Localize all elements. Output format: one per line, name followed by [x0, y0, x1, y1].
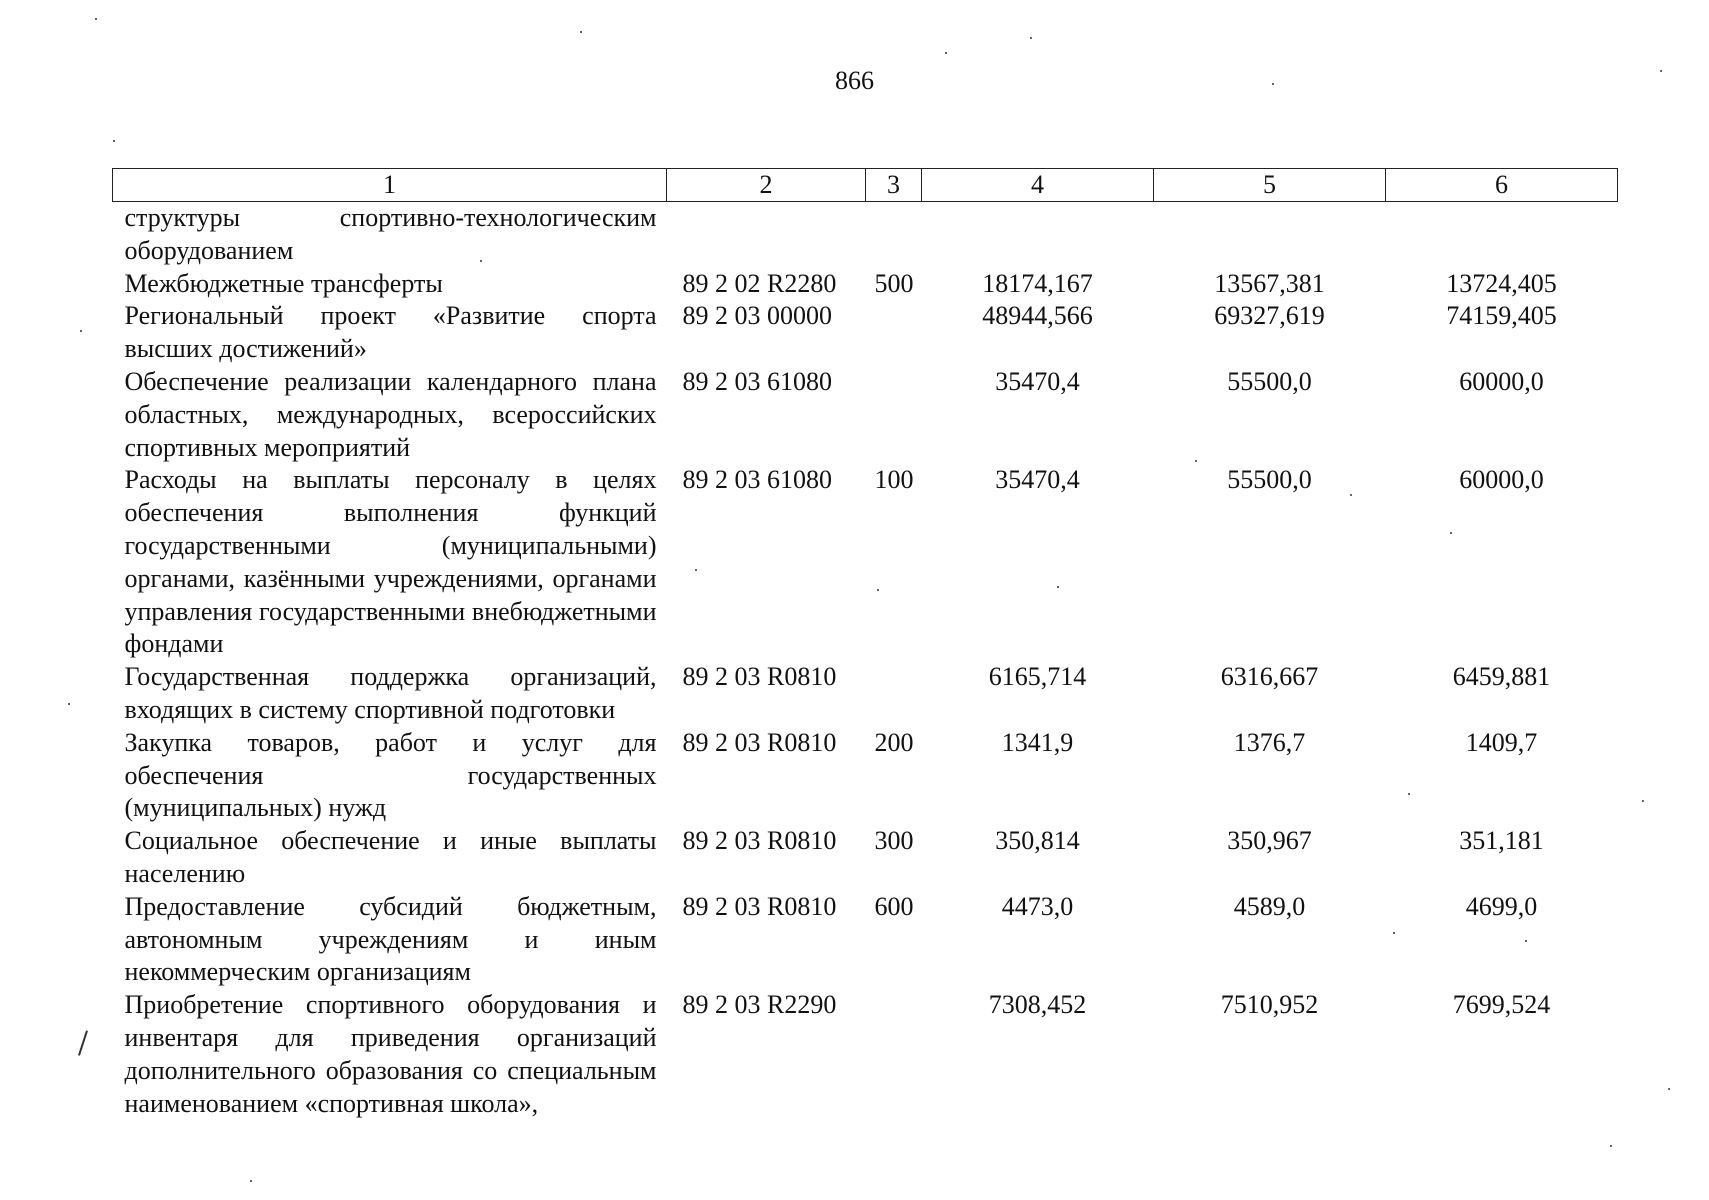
scan-speck	[480, 260, 482, 262]
row-value-col4: 350,814	[995, 826, 1080, 856]
table-row	[113, 661, 1618, 727]
row-target-code: 89 2 03 61080	[682, 366, 832, 396]
row-value-col6: 7699,524	[1452, 990, 1551, 1020]
row-value-col5: 1376,7	[1233, 727, 1306, 757]
row-value-col6: 4699,0	[1465, 891, 1538, 921]
row-value-col6	[1386, 202, 1618, 268]
row-name: Закупка товаров, работ и услуг для обеспечения государственных (муниципальных) нужд	[124, 727, 657, 823]
row-value-col4: 6165,714	[988, 662, 1087, 692]
row-value-col6: 60000,0	[1459, 366, 1544, 396]
row-value-col5	[1154, 202, 1386, 268]
row-value-col4	[922, 202, 1154, 268]
scan-speck	[1393, 932, 1395, 934]
column-header-5: 5	[1154, 169, 1386, 202]
row-value-col5: 69327,619	[1214, 301, 1325, 331]
scan-speck	[877, 589, 879, 591]
row-value-col6: 1409,7	[1465, 727, 1538, 757]
row-name: Расходы на выплаты персоналу в целях обеспечения выполнения функций государственными (муниципальными) органами, казёнными учреждениями, органами управления государственными внебюджетными фондами	[124, 465, 657, 659]
scan-speck	[1450, 532, 1452, 534]
scan-speck	[68, 703, 70, 705]
row-target-code: 89 2 03 R0810	[682, 826, 837, 856]
row-value-col6: 6459,881	[1452, 662, 1551, 692]
table-row	[113, 727, 1618, 825]
row-expense-type: 300	[874, 826, 914, 856]
row-target-code: 89 2 03 R0810	[682, 891, 837, 921]
row-expense-type: 200	[874, 727, 914, 757]
row-expense-type	[866, 202, 922, 268]
row-value-col5: 4589,0	[1233, 891, 1306, 921]
scan-speck	[1668, 1088, 1670, 1090]
row-name: Приобретение спортивного оборудования и инвентаря для приведения организаций дополнительного образования со специальным наименованием «спортивная школа»,	[124, 990, 657, 1118]
pencil-mark	[78, 1030, 87, 1055]
row-value-col4: 35470,4	[995, 366, 1080, 396]
row-name: структуры спортивно-технологическим оборудованием	[124, 203, 657, 265]
row-target-code	[667, 202, 866, 268]
table-row	[113, 268, 1618, 301]
scan-speck	[1610, 1145, 1612, 1147]
row-value-col6: 13724,405	[1446, 268, 1557, 298]
row-value-col5: 7510,952	[1220, 990, 1319, 1020]
row-value-col6: 60000,0	[1459, 465, 1544, 495]
table-row	[113, 202, 1618, 268]
table-header-row	[113, 169, 1618, 202]
row-expense-type: 100	[874, 465, 914, 495]
row-name: Межбюджетные трансферты	[124, 268, 443, 298]
table-row	[113, 300, 1618, 366]
column-header-6: 6	[1386, 169, 1618, 202]
page-number: 866	[835, 66, 874, 95]
scan-speck	[113, 140, 115, 142]
column-header-3: 3	[866, 169, 922, 202]
row-target-code: 89 2 03 R0810	[682, 662, 837, 692]
row-expense-type: 600	[874, 891, 914, 921]
row-expense-type	[866, 366, 922, 464]
row-target-code: 89 2 03 00000	[682, 301, 832, 331]
row-value-col5: 6316,667	[1220, 662, 1319, 692]
scan-speck	[1660, 70, 1662, 72]
row-value-col6: 351,181	[1459, 826, 1544, 856]
row-expense-type: 500	[874, 268, 914, 298]
scan-speck	[1525, 940, 1527, 942]
row-value-col4: 48944,566	[982, 301, 1093, 331]
table-row	[113, 464, 1618, 661]
row-name: Государственная поддержка организаций, входящих в систему спортивной подготовки	[124, 662, 657, 724]
row-target-code: 89 2 03 61080	[682, 465, 832, 495]
scan-speck	[1057, 586, 1059, 588]
scan-speck	[945, 52, 947, 54]
scan-speck	[1642, 800, 1644, 802]
scan-speck	[1350, 494, 1352, 496]
column-header-2: 2	[667, 169, 866, 202]
row-value-col5: 350,967	[1227, 826, 1312, 856]
budget-table	[112, 168, 1618, 1120]
table-row	[113, 825, 1618, 891]
scan-speck	[580, 31, 582, 33]
row-value-col4: 1341,9	[1001, 727, 1074, 757]
row-value-col4: 18174,167	[982, 268, 1093, 298]
scan-speck	[1030, 37, 1032, 39]
row-name: Социальное обеспечение и иные выплаты населению	[124, 826, 657, 888]
scan-speck	[1272, 83, 1274, 85]
row-expense-type	[866, 300, 922, 366]
row-value-col5: 13567,381	[1214, 268, 1325, 298]
row-value-col6: 74159,405	[1446, 301, 1557, 331]
scan-speck	[250, 1180, 252, 1182]
row-value-col4: 7308,452	[988, 990, 1087, 1020]
row-target-code: 89 2 03 R2290	[682, 990, 837, 1020]
row-target-code: 89 2 02 R2280	[682, 268, 837, 298]
scan-speck	[95, 18, 97, 20]
row-name: Предоставление субсидий бюджетным, автономным учреждениям и иным некоммерческим организациям	[124, 891, 657, 987]
row-value-col5: 55500,0	[1227, 366, 1312, 396]
table-row	[113, 989, 1618, 1120]
row-name: Региональный проект «Развитие спорта высших достижений»	[124, 301, 657, 364]
scan-speck	[695, 569, 697, 571]
row-value-col5: 55500,0	[1227, 465, 1312, 495]
row-expense-type	[866, 661, 922, 727]
row-name: Обеспечение реализации календарного плана областных, международных, всероссийских спортивных мероприятий	[124, 366, 657, 462]
row-value-col4: 4473,0	[1001, 891, 1074, 921]
table-row	[113, 891, 1618, 989]
scan-speck	[80, 330, 82, 332]
scan-speck	[1408, 793, 1410, 795]
column-header-1: 1	[113, 169, 667, 202]
table-row	[113, 366, 1618, 464]
column-header-4: 4	[922, 169, 1154, 202]
row-target-code: 89 2 03 R0810	[682, 727, 837, 757]
scan-speck	[1195, 460, 1197, 462]
row-value-col4: 35470,4	[995, 465, 1080, 495]
row-expense-type	[866, 989, 922, 1120]
